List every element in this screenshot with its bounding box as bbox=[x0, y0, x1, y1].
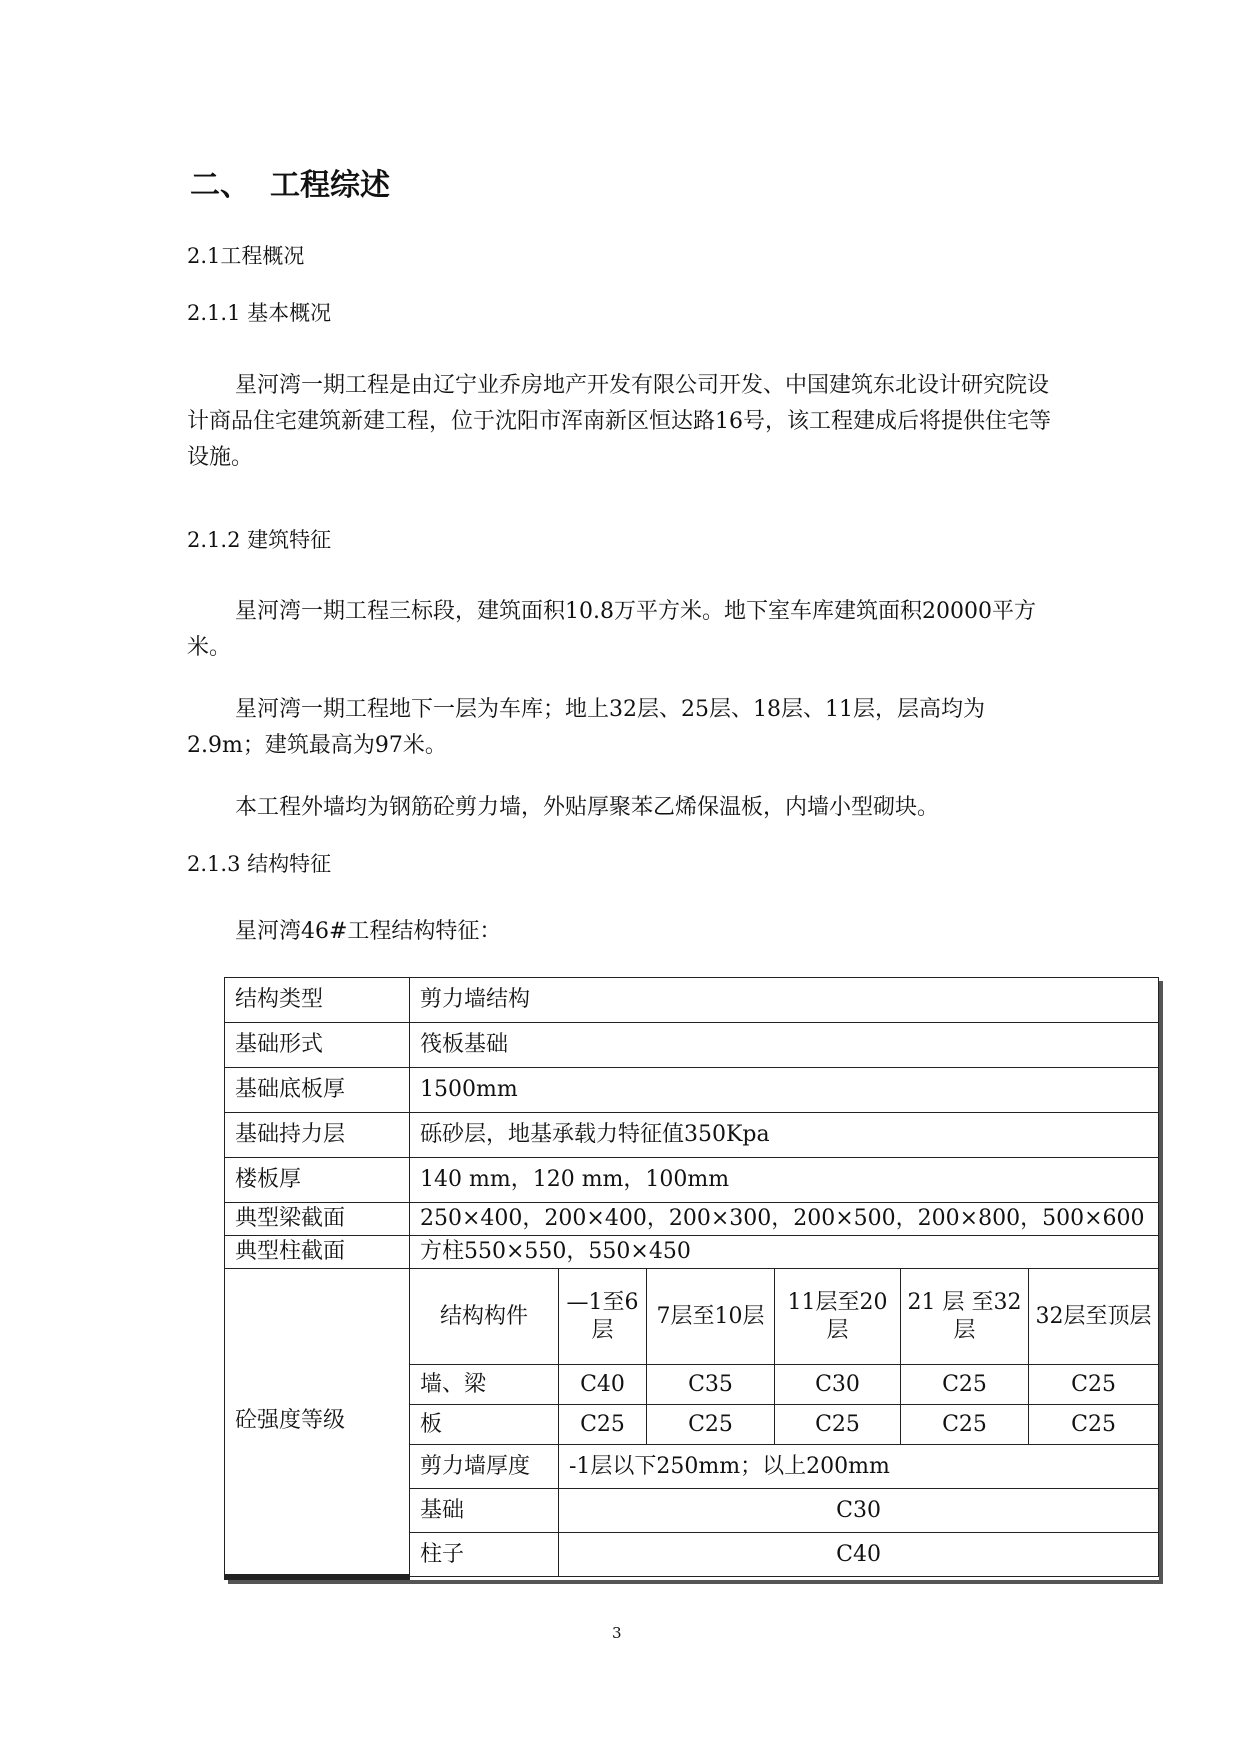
row-label: 典型柱截面 bbox=[225, 1236, 410, 1269]
chapter-title: 工程综述 bbox=[270, 168, 390, 203]
concrete-cell: C25 bbox=[647, 1405, 775, 1445]
row-value: 砾砂层，地基承载力特征值350Kpa bbox=[410, 1113, 1159, 1158]
paragraph-structure-intro: 星河湾46#工程结构特征： bbox=[235, 919, 502, 944]
table-row bbox=[225, 1068, 1159, 1113]
table-row bbox=[225, 1113, 1159, 1158]
concrete-cell: C25 bbox=[1029, 1405, 1159, 1445]
paragraph-basic-overview: 星河湾一期工程是由辽宁业乔房地产开发有限公司开发、中国建筑东北设计研究院设计商品住宅建筑新建工程，位于沈阳市浑南新区恒达路16号，该工程建成后将提供住宅等设施。 bbox=[187, 373, 1051, 470]
row-value: 剪力墙结构 bbox=[410, 978, 1159, 1023]
table-row bbox=[225, 1236, 1159, 1269]
shear-wall-thickness-value: -1层以下250mm；以上200mm bbox=[559, 1445, 1159, 1489]
concrete-header-cell: 11层至20层 bbox=[775, 1269, 901, 1365]
row-label: 基础持力层 bbox=[225, 1113, 410, 1158]
concrete-cell: C25 bbox=[775, 1405, 901, 1445]
row-value: 1500mm bbox=[410, 1068, 1159, 1113]
paragraph-arch-floors: 星河湾一期工程地下一层为车库；地上32层、25层、18层、11层，层高均为2.9m；建筑最高为97米。 bbox=[187, 697, 985, 758]
concrete-cell: C40 bbox=[559, 1365, 647, 1405]
section-2-1-heading: 2.1工程概况 bbox=[187, 244, 305, 268]
concrete-row-label: 基础 bbox=[410, 1489, 559, 1533]
concrete-cell: C30 bbox=[775, 1365, 901, 1405]
table-row bbox=[225, 978, 1159, 1023]
concrete-header-cell: 结构构件 bbox=[410, 1269, 559, 1365]
paragraph-arch-area: 星河湾一期工程三标段，建筑面积10.8万平方米。地下室车库建筑面积20000平方米。 bbox=[187, 599, 1036, 660]
row-label: 基础形式 bbox=[225, 1023, 410, 1068]
concrete-row-label: 剪力墙厚度 bbox=[410, 1445, 559, 1489]
chapter-heading bbox=[190, 160, 390, 204]
concrete-cell: C25 bbox=[559, 1405, 647, 1445]
section-2-1-3-heading: 2.1.3 结构特征 bbox=[187, 852, 332, 876]
section-2-1-1-heading: 2.1.1 基本概况 bbox=[187, 301, 332, 325]
row-label: 楼板厚 bbox=[225, 1158, 410, 1203]
row-label: 典型梁截面 bbox=[225, 1203, 410, 1236]
concrete-cell: C25 bbox=[1029, 1365, 1159, 1405]
row-label: 基础底板厚 bbox=[225, 1068, 410, 1113]
table-row bbox=[225, 1023, 1159, 1068]
column-grade-value: C40 bbox=[559, 1533, 1159, 1577]
concrete-grade-label: 砼强度等级 bbox=[225, 1269, 410, 1577]
paragraph-arch-walls: 本工程外墙均为钢筋砼剪力墙，外贴厚聚苯乙烯保温板，内墙小型砌块。 bbox=[235, 795, 940, 820]
concrete-header-cell: 21 层 至32层 bbox=[901, 1269, 1029, 1365]
concrete-cell: C35 bbox=[647, 1365, 775, 1405]
row-value: 方柱550×550，550×450 bbox=[410, 1236, 1159, 1269]
table-row bbox=[225, 1269, 1159, 1365]
table-row bbox=[225, 1203, 1159, 1236]
concrete-row-label: 板 bbox=[410, 1405, 559, 1445]
table-row bbox=[225, 1158, 1159, 1203]
concrete-row-label: 墙、梁 bbox=[410, 1365, 559, 1405]
row-label: 结构类型 bbox=[225, 978, 410, 1023]
concrete-header-cell: 7层至10层 bbox=[647, 1269, 775, 1365]
concrete-row-label: 柱子 bbox=[410, 1533, 559, 1577]
concrete-header-cell: —1至6层 bbox=[559, 1269, 647, 1365]
structure-spec-table bbox=[224, 977, 1159, 1580]
concrete-cell: C25 bbox=[901, 1365, 1029, 1405]
section-2-1-2-heading: 2.1.2 建筑特征 bbox=[187, 528, 332, 552]
row-value: 250×400，200×400，200×300，200×500，200×800，500×600 bbox=[410, 1203, 1159, 1236]
concrete-cell: C25 bbox=[901, 1405, 1029, 1445]
row-value: 筏板基础 bbox=[410, 1023, 1159, 1068]
page-number: 3 bbox=[612, 1624, 622, 1642]
foundation-grade-value: C30 bbox=[559, 1489, 1159, 1533]
row-value: 140 mm，120 mm，100mm bbox=[410, 1158, 1159, 1203]
concrete-header-cell: 32层至顶层 bbox=[1029, 1269, 1159, 1365]
chapter-number: 二、 bbox=[190, 168, 250, 203]
